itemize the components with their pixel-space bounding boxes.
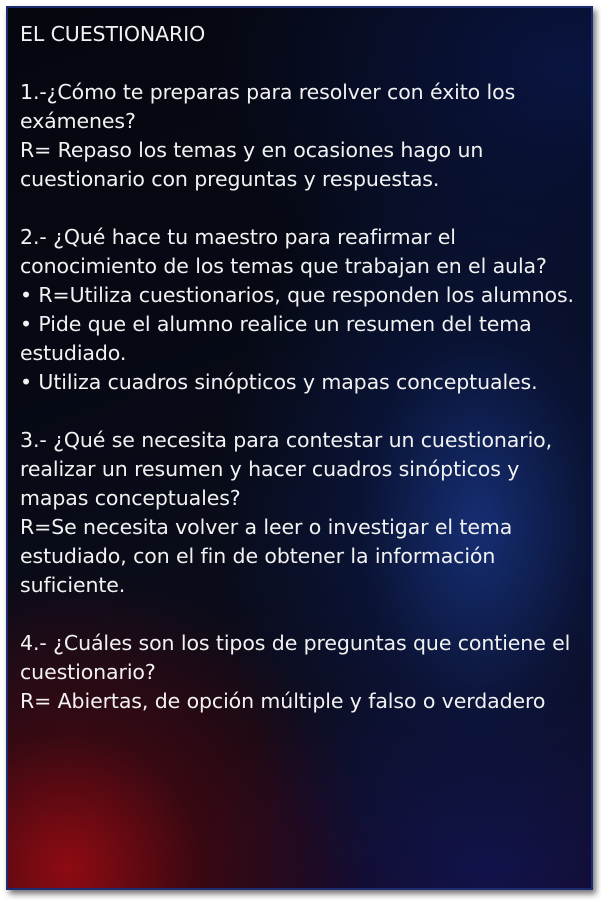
answer-2-bullet-2: • Pide que el alumno realice un resumen del tema estudiado. bbox=[20, 312, 532, 365]
question-4: 4.- ¿Cuáles son los tipos de preguntas que contiene el cuestionario? bbox=[20, 631, 571, 684]
qa-block-1 bbox=[20, 78, 580, 194]
question-2: 2.- ¿Qué hace tu maestro para reafirmar el conocimiento de los temas que trabajan en el aula? bbox=[20, 225, 547, 278]
qa-block-4 bbox=[20, 629, 580, 716]
question-1: 1.-¿Cómo te preparas para resolver con éxito los exámenes? bbox=[20, 80, 516, 133]
slide-title: EL CUESTIONARIO bbox=[20, 22, 206, 46]
slide-frame bbox=[6, 6, 593, 890]
answer-4: R= Abiertas, de opción múltiple y falso o verdadero bbox=[20, 689, 546, 713]
answer-2-bullet-1: • R=Utiliza cuestionarios, que responden los alumnos. bbox=[20, 283, 574, 307]
qa-block-2 bbox=[20, 223, 580, 397]
qa-block-3 bbox=[20, 426, 580, 600]
slide-content bbox=[20, 20, 580, 745]
answer-1: R= Repaso los temas y en ocasiones hago un cuestionario con preguntas y respuestas. bbox=[20, 138, 484, 191]
question-3: 3.- ¿Qué se necesita para contestar un cuestionario, realizar un resumen y hacer cuadros sinópticos y mapas conceptuales? bbox=[20, 428, 553, 510]
answer-3: R=Se necesita volver a leer o investigar el tema estudiado, con el fin de obtener la información suficiente. bbox=[20, 515, 513, 597]
answer-2-bullet-3: • Utiliza cuadros sinópticos y mapas conceptuales. bbox=[20, 370, 538, 394]
